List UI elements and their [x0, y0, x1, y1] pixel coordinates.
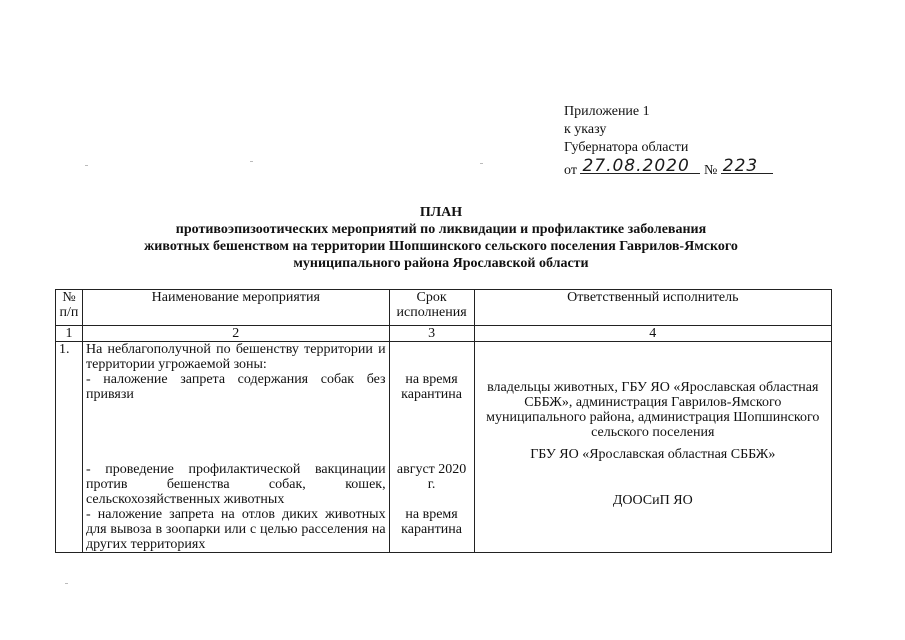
scan-speck: [250, 161, 253, 162]
col-number-4: 4: [474, 326, 831, 342]
table-row: [56, 342, 832, 553]
measure-item-3: - наложение запрета на отлов диких животных для вывоза в зоопарки или с целью расселения на других территориях: [85, 507, 386, 552]
measure-item-2: - проведение профилактической вакцинации против бешенства собак, кошек, сельскохозяйственных животных: [85, 462, 386, 507]
header-executor: Ответственный исполнитель: [474, 290, 831, 326]
row-intro: На неблагополучной по бешенству территории и территории угрожаемой зоны:: [85, 342, 386, 372]
number-prefix: №: [703, 163, 718, 178]
number-field: [721, 157, 773, 174]
executor-item-3: ДООСиП ЯО: [612, 493, 693, 508]
row-terms: [389, 342, 474, 553]
title-line-4: муниципального района Ярославской области: [293, 256, 589, 271]
scan-speck: [85, 165, 88, 166]
scan-speck: [65, 583, 68, 584]
header-term: Срок исполнения: [389, 290, 474, 326]
row-num: 1.: [56, 342, 83, 553]
handwritten-date: 27.08.2020: [582, 156, 690, 176]
title-line-3: животных бешенством на территории Шопшинского сельского поселения Гаврилов-Ямского: [144, 239, 738, 254]
executor-item-1: владельцы животных, ГБУ ЯО «Ярославская областная СББЖ», администрация Гаврилов-Ямского муниципального района, администрация Шопшинского сельского поселения: [486, 380, 820, 440]
term-item-1: на время карантина: [401, 372, 462, 402]
row-executors: [474, 342, 831, 553]
handwritten-number: 223: [722, 156, 759, 176]
appendix-line-3: Губернатора области: [564, 140, 689, 155]
term-item-2: август 2020 г.: [396, 462, 467, 492]
executor-item-2: ГБУ ЯО «Ярославская областная СББЖ»: [530, 447, 776, 462]
header-name: Наименование мероприятия: [82, 290, 389, 326]
scan-speck: [480, 163, 483, 164]
row-measures: [82, 342, 389, 553]
measure-item-1: - наложение запрета содержания собак без привязи: [85, 372, 386, 402]
measures-table: [55, 289, 832, 553]
term-item-3: на время карантина: [401, 507, 462, 537]
date-field: [580, 157, 700, 174]
appendix-line-2: к указу: [564, 122, 607, 137]
title-line-2: противоэпизоотических мероприятий по ликвидации и профилактике заболевания: [175, 222, 707, 237]
title-plan: ПЛАН: [419, 205, 463, 220]
table-column-numbers-row: [56, 326, 832, 342]
col-number-3: 3: [389, 326, 474, 342]
col-number-1: 1: [56, 326, 83, 342]
document-title: [60, 204, 822, 272]
table-header-row: [56, 290, 832, 326]
appendix-date-row: [564, 157, 864, 180]
appendix-line-1: Приложение 1: [564, 104, 650, 119]
header-num: № п/п: [56, 290, 83, 326]
date-prefix: от: [564, 163, 577, 178]
appendix-header: [564, 103, 864, 180]
col-number-2: 2: [82, 326, 389, 342]
